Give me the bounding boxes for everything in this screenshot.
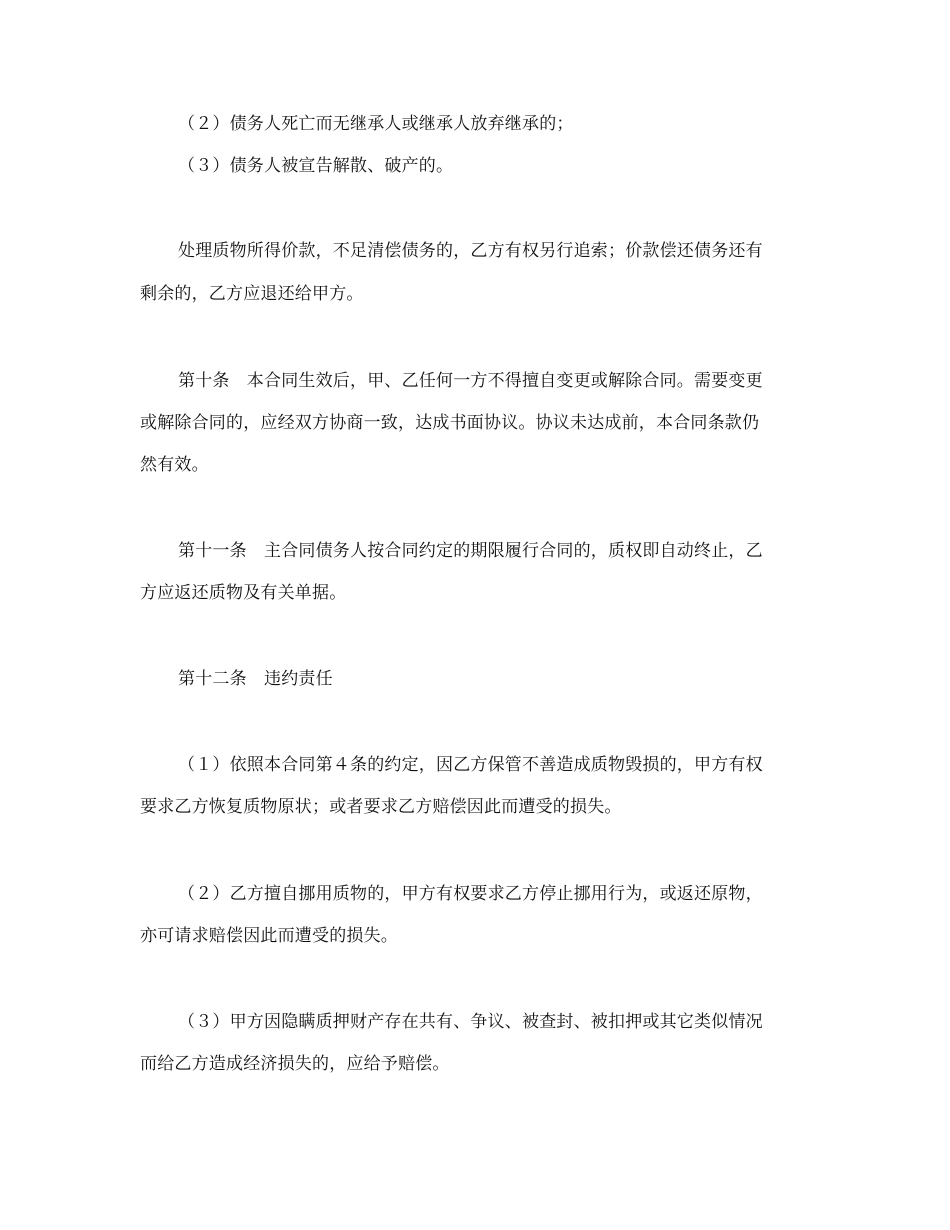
article-12-item-2-line-2: 亦可请求赔偿因此而遭受的损失。 <box>140 926 398 946</box>
article-10-line-1: 第十条 本合同生效后，甲、乙任何一方不得擅自变更或解除合同。需要变更 <box>178 371 763 391</box>
article-11-line-2: 方应返还质物及有关单据。 <box>140 583 347 603</box>
article-12-item-3-line-2: 而给乙方造成经济损失的，应给予赔偿。 <box>140 1054 450 1074</box>
article-12-item-1-line-1: （１）依照本合同第４条的约定，因乙方保管不善造成质物毁损的，甲方有权 <box>178 755 763 775</box>
list-item-debtor-death: （２）债务人死亡而无继承人或继承人放弃继承的； <box>178 114 574 134</box>
article-12-item-1-line-2: 要求乙方恢复质物原状；或者要求乙方赔偿因此而遭受的损失。 <box>140 797 622 817</box>
para-disposal-line-2: 剩余的，乙方应退还给甲方。 <box>140 284 364 304</box>
list-item-debtor-bankrupt: （３）债务人被宣告解散、破产的。 <box>178 156 454 176</box>
article-12-item-2-line-1: （２）乙方擅自挪用质物的，甲方有权要求乙方停止挪用行为，或返还原物， <box>178 884 763 904</box>
article-12-title: 第十二条 违约责任 <box>178 669 333 689</box>
article-10-line-3: 然有效。 <box>140 455 209 475</box>
article-10-line-2: 或解除合同的，应经双方协商一致，达成书面协议。协议未达成前，本合同条款仍 <box>140 413 760 433</box>
article-12-item-3-line-1: （３）甲方因隐瞒质押财产存在共有、争议、被查封、被扣押或其它类似情况 <box>178 1012 763 1032</box>
article-11-line-1: 第十一条 主合同债务人按合同约定的期限履行合同的，质权即自动终止，乙 <box>178 541 763 561</box>
para-disposal-line-1: 处理质物所得价款，不足清偿债务的，乙方有权另行追索；价款偿还债务还有 <box>178 241 763 261</box>
